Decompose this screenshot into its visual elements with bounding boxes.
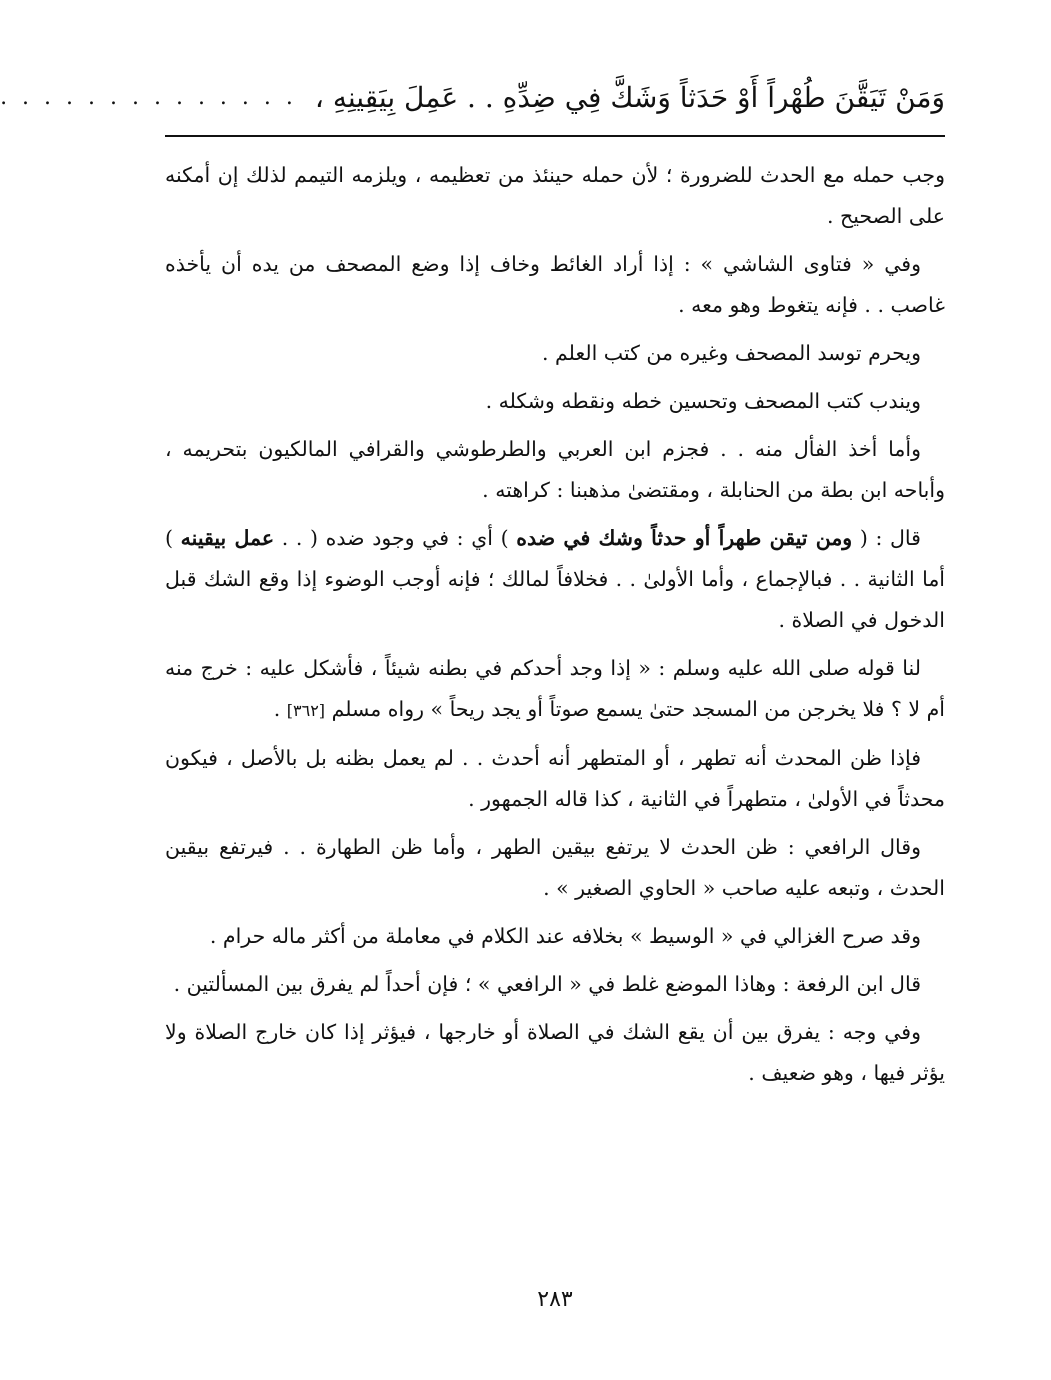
- qala-rest: ) أما الثانية . . فبالإجماع ، وأما الأولىٰ . . فخلافاً لمالك ؛ فإنه أوجب الوضوء إذا وقع الشك قبل الدخول في الصلاة .: [165, 526, 945, 632]
- paragraph: وفي « فتاوى الشاشي » : إذا أراد الغائط وخاف إذا وضع المصحف من يده أن يأخذه غاصب . . فإنه يتغوط وهو معه .: [165, 252, 945, 317]
- body-text: [165, 155, 945, 1101]
- matn-quote: ومن تيقن طهراً أو حدثاً وشك في ضده: [516, 526, 853, 550]
- paragraph: وقد صرح الغزالي في « الوسيط » بخلافه عند الكلام في معاملة من أكثر ماله حرام .: [209, 924, 921, 948]
- matn-quote: عمل بيقينه: [180, 526, 275, 550]
- running-header: [0, 72, 945, 122]
- page-number: ٢٨٣: [537, 1287, 573, 1312]
- paragraph: وأما أخذ الفأل منه . . فجزم ابن العربي والطرطوشي والقرافي المالكيون بتحريمه ، وأباحه ابن بطة من الحنابلة ، ومقتضىٰ مذهبنا : كراهته .: [165, 437, 945, 502]
- matn-commentary-paragraph: [165, 518, 945, 641]
- qala-lead: قال : (: [859, 526, 921, 550]
- paragraph: وفي وجه : يفرق بين أن يقع الشك في الصلاة أو خارجها ، فيؤثر إذا كان خارج الصلاة ولا يؤثر فيها ، وهو ضعيف .: [165, 1020, 945, 1085]
- hadith-text: لنا قوله صلى الله عليه وسلم : « إذا وجد أحدكم في بطنه شيئاً ، فأشكل عليه : خرج منه أم لا ؟ فلا يخرجن من المسجد حتىٰ يسمع صوتاً أو يجد ريحاً » رواه مسلم: [165, 656, 945, 721]
- paragraph: ويندب كتب المصحف وتحسين خطه ونقطه وشكله .: [485, 389, 921, 413]
- header-dots: . . . . . . . . . . . . . .: [0, 84, 297, 110]
- hadith-citation: [٣٦٢]: [286, 701, 326, 720]
- paragraph: فإذا ظن المحدث أنه تطهر ، أو المتطهر أنه أحدث . . لم يعمل بظنه بل بالأصل ، فيكون محدثاً في الأولىٰ ، متطهراً في الثانية ، كذا قاله الجمهور .: [165, 746, 945, 811]
- hadith-end: .: [273, 697, 281, 721]
- paragraph: ويحرم توسد المصحف وغيره من كتب العلم .: [541, 341, 921, 365]
- header-verse-text: وَمَنْ تَيَقَّنَ طُهْراً أَوْ حَدَثاً وَشَكَّ فِي ضِدِّهِ . . عَمِلَ بِيَقِينِهِ ،: [314, 80, 945, 114]
- header-rule: [165, 135, 945, 137]
- qala-mid: ) أي : في وجود ضده ( . .: [281, 526, 509, 550]
- paragraph: قال ابن الرفعة : وهاذا الموضع غلط في « الرافعي » ؛ فإن أحداً لم يفرق بين المسألتين .: [173, 972, 921, 996]
- paragraph: وقال الرافعي : ظن الحدث لا يرتفع بيقين الطهر ، وأما ظن الطهارة . . فيرتفع بيقين الحدث ، وتبعه عليه صاحب « الحاوي الصغير » .: [165, 835, 945, 900]
- paragraph: وجب حمله مع الحدث للضرورة ؛ لأن حمله حينئذ من تعظيمه ، ويلزمه التيمم لذلك إن أمكنه على الصحيح .: [165, 163, 945, 228]
- hadith-paragraph: [165, 648, 945, 731]
